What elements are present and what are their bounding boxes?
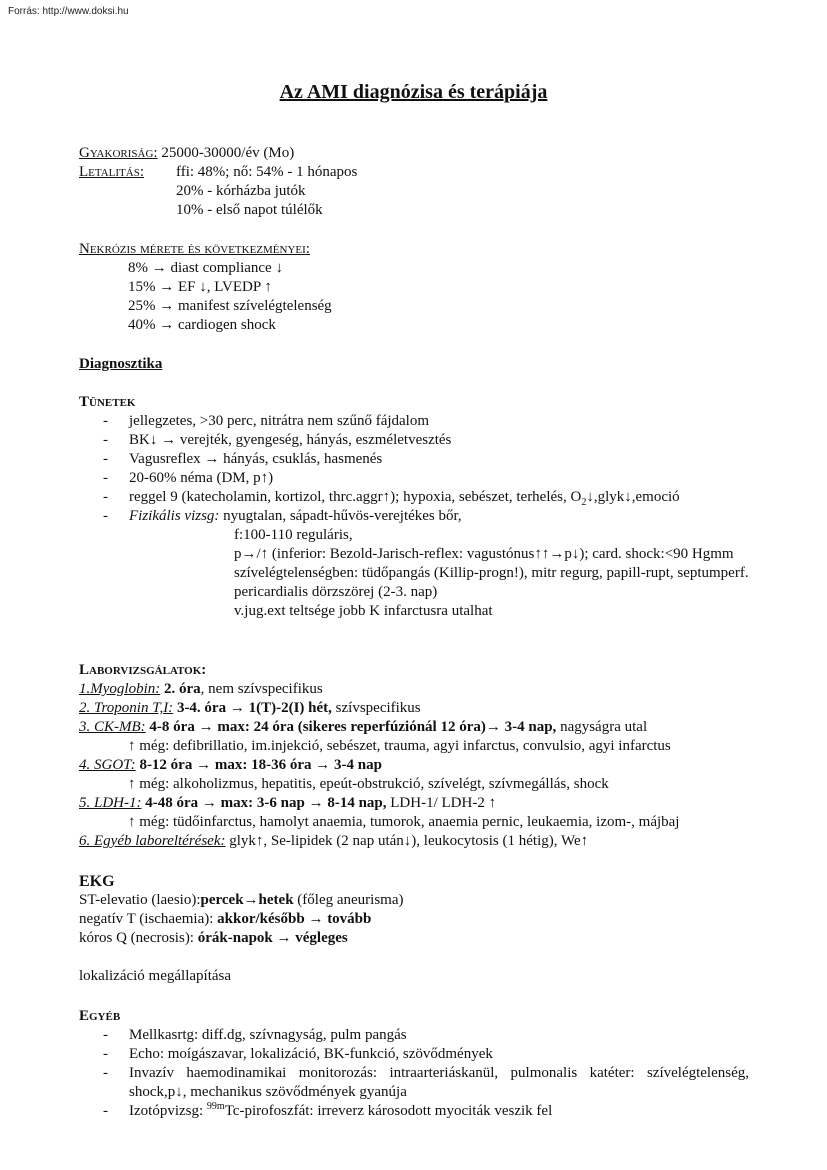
other-item: Echo: moígászavar, lokalizáció, BK-funkció, szövődmények <box>129 1046 493 1062</box>
physical-exam-text: p→/↑ (inferior: Bezold-Jarisch-reflex: vagustónus↑↑→p↓); card. shock:<90 Hgmm <box>234 546 734 562</box>
symptom-item: Vagusreflex → hányás, csuklás, hasmenés <box>129 451 383 467</box>
other-item: Izotópvizsg: $^{99m}$Tc-pirofoszfát: irreverz károsodott myociták veszik fel <box>129 1101 553 1119</box>
other-item: Mellkasrtg: diff.dg, szívnagyság, pulm pangás <box>129 1027 407 1043</box>
other-item: Invazív haemodinamikai monitorozás: intraarteriáskanül, pulmonalis katéter: szívelégtelenség, shock,p↓, mechanikus szövődmények gyanúja <box>129 1065 749 1100</box>
ekg-line: kóros Q (necrosis): órák-napok → végleges <box>79 930 348 946</box>
symptom-item: BK↓ → verejték, gyengeség, hányás, eszméletvesztés <box>129 432 452 448</box>
necrosis-item: 40% → cardiogen shock <box>128 317 276 333</box>
symptom-item: 20-60% néma (DM, p↑) <box>129 470 274 486</box>
symptom-item: reggel 9 (katecholamin, kortizol, thrc.aggr↑); hypoxia, sebészet, terhelés, $O_2↓,glyk↓,emoció$ <box>129 489 680 508</box>
lethality-label: Letalitás: <box>79 164 144 180</box>
physical-exam-label: Fizikális vizsg: <box>129 508 220 524</box>
frequency-value: 25000-30000/év (Mo) <box>157 145 295 161</box>
physical-exam-text: szívelégtelenségben: tüdőpangás (Killip-progn!), mitr regurg, papill-rupt, septumperf. <box>234 565 749 581</box>
ekg-heading: EKG <box>79 873 115 890</box>
ekg-line: ST-elevatio (laesio):percek→hetek (főleg aneurisma) <box>79 892 404 908</box>
lab-troponin: 2. Troponin T,I: 3-4. óra → 1(T)-2(I) hét, szívspecifikus <box>79 700 421 716</box>
symptom-item: jellegzetes, >30 perc, nitrátra nem szűnő fájdalom <box>129 413 430 429</box>
lab-ldh: 5. LDH-1: 4-48 óra → max: 3-6 nap → 8-14 nap, LDH-1/ LDH-2 ↑ <box>79 795 497 811</box>
frequency-label: Gyakoriság: <box>79 145 158 161</box>
diagnostics-heading: Diagnosztika <box>79 356 163 372</box>
physical-exam-text: nyugtalan, sápadt-hűvös-verejtékes bőr, <box>219 508 462 524</box>
lab-ckmb-note: ↑ még: defibrillatio, im.injekció, sebészet, trauma, agyi infarctus, convulsio, agyi infarctus <box>128 738 671 754</box>
lethality-value: ffi: 48%; nő: 54% - 1 hónapos <box>176 164 358 180</box>
necrosis-item: 8% → diast compliance ↓ <box>128 260 283 276</box>
lab-sgot: 4. SGOT: 8-12 óra → max: 18-36 óra → 3-4 nap <box>79 757 382 773</box>
lab-section <box>79 661 749 851</box>
page-title: Az AMI diagnózisa és terápiája <box>279 81 548 103</box>
other-heading: Egyéb <box>79 1008 121 1024</box>
physical-exam-text: v.jug.ext teltsége jobb K infarctusra utalhat <box>234 603 493 619</box>
lab-heading: Laborvizsgálatok: <box>79 662 207 678</box>
necrosis-item: 25% → manifest szívelégtelenség <box>128 298 332 314</box>
necrosis-item: 15% → EF ↓, LVEDP ↑ <box>128 279 272 295</box>
stats-section <box>79 144 749 220</box>
lab-myoglobin: 1.Myoglobin: 2. óra, nem szívspecifikus <box>79 681 323 697</box>
physical-exam-text: f:100-110 reguláris, <box>234 527 353 543</box>
physical-exam-text: pericardialis dörzszörej (2-3. nap) <box>234 584 438 600</box>
lethality-value: 10% - első napot túlélők <box>176 202 323 218</box>
ekg-localization: lokalizáció megállapítása <box>79 968 232 984</box>
ekg-line: negatív T (ischaemia): akkor/később → tovább <box>79 911 372 927</box>
ekg-section <box>79 872 749 986</box>
lab-ckmb: 3. CK-MB: 4-8 óra → max: 24 óra (sikeres reperfúziónál 12 óra)→ 3-4 nap, nagyságra utal <box>79 719 648 735</box>
necrosis-section <box>79 240 749 335</box>
symptoms-section: Tünetek - jellegzetes, >30 perc, nitrátra nem szűnő fájdalom - BK↓ → verejték, gyengeség, hányás, eszméletvesztés - Vagusreflex → hányás, csuklás, hasmenés - 20-60% néma (DM, p↑) - reggel 9 (katecholamin, kortizol, thrc.aggr↑); hypoxia, sebészet, terhelés, $O_2↓,glyk↓,emoció$ - Fizikális vizsg: nyugtalan, sápadt-hűvös-verejtékes bőr, f:100-110 reguláris, p→/↑ (inferior: Bezold-Jarisch-reflex: vagustónus↑↑→p↓); card. shock:<90 Hgmm szívelégtelenségben: tüdőpangás (Killip-progn!), mitr regurg, papill-rupt, septumperf. pericardialis dörzszörej (2-3. nap) v.jug.ext teltsége jobb K infarctusra utalhat <box>79 394 749 619</box>
necrosis-heading: Nekrózis mérete és következményei: <box>79 241 310 257</box>
other-section: Egyéb - Mellkasrtg: diff.dg, szívnagyság, pulm pangás - Echo: moígászavar, lokalizáció, BK-funkció, szövődmények - Invazív haemodinamikai monitorozás: intraarteriáskanül, pulmonalis katéter: szívelégtelenség, shock,p↓, mechanikus szövődmények gyanúja - Izotópvizsg: $^{99m}$Tc-pirofoszfát: irreverz károsodott myociták veszik fel <box>79 1008 749 1119</box>
lab-other: 6. Egyéb laboreltérések: glyk↑, Se-lipidek (2 nap után↓), leukocytosis (1 hétig), We↑ <box>79 833 589 849</box>
symptoms-heading: Tünetek <box>79 394 136 410</box>
lethality-value: 20% - kórházba jutók <box>176 183 306 199</box>
lab-ldh-note: ↑ még: tüdőinfarctus, hamolyt anaemia, tumorok, anaemia pernic, leukaemia, izom-, májbaj <box>128 814 680 830</box>
source-note: Forrás: http://www.doksi.hu <box>8 6 129 17</box>
lab-sgot-note: ↑ még: alkoholizmus, hepatitis, epeút-obstrukció, szívelégt, szívmegállás, shock <box>128 776 609 792</box>
